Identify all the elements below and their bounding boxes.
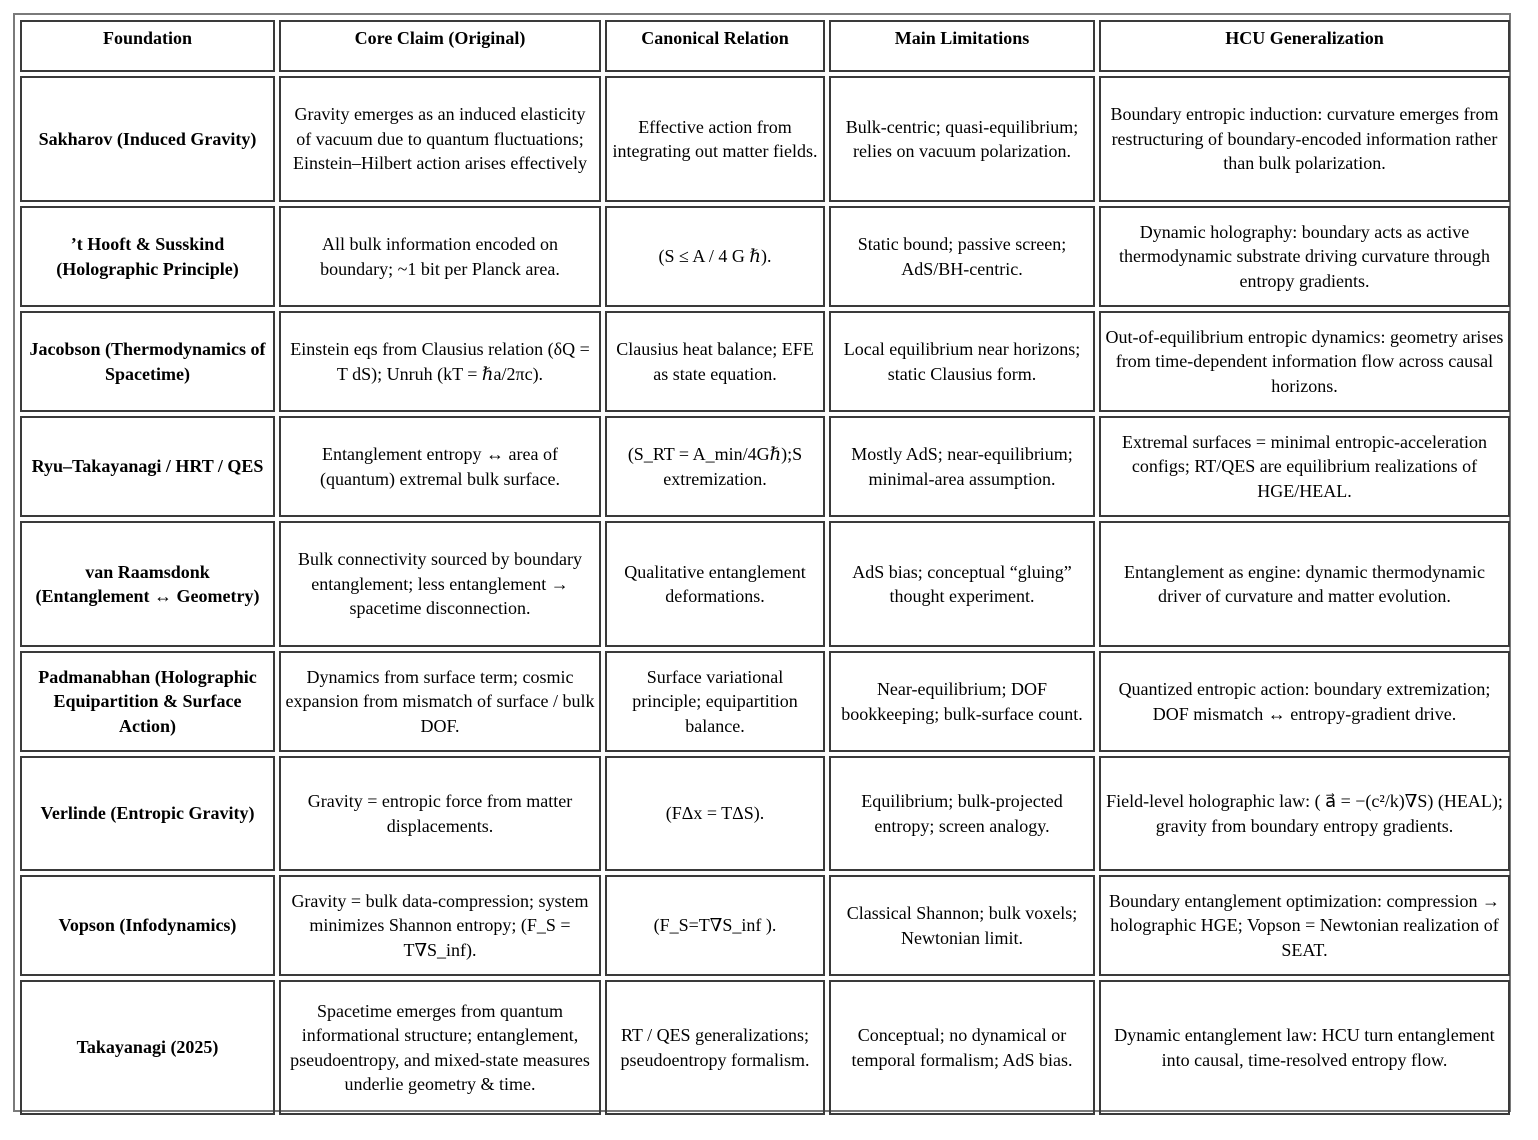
core-claim-cell: All bulk information encoded on boundary; ~1 bit per Planck area. [279, 206, 601, 307]
limitations-cell: Bulk-centric; quasi-equilibrium; relies on vacuum polarization. [829, 76, 1095, 202]
table-row [20, 416, 1510, 517]
foundations-comparison-table [16, 16, 1514, 1119]
hcu-generalization-cell: Extremal surfaces = minimal entropic-acceleration configs; RT/QES are equilibrium realizations of HGE/HEAL. [1099, 416, 1510, 517]
foundation-cell: ’t Hooft & Susskind (Holographic Principle) [20, 206, 275, 307]
core-claim-cell: Gravity = entropic force from matter displacements. [279, 756, 601, 871]
foundation-cell: Sakharov (Induced Gravity) [20, 76, 275, 202]
table-row [20, 756, 1510, 871]
foundation-cell: Takayanagi (2025) [20, 980, 275, 1115]
core-claim-cell: Spacetime emerges from quantum informational structure; entanglement, pseudoentropy, and mixed-state measures underlie geometry & time. [279, 980, 601, 1115]
table-row [20, 76, 1510, 202]
table-row [20, 311, 1510, 412]
table-row [20, 651, 1510, 752]
header-foundation: Foundation [20, 20, 275, 72]
canonical-relation-cell: (FΔx = TΔS). [605, 756, 825, 871]
canonical-relation-cell: RT / QES generalizations; pseudoentropy formalism. [605, 980, 825, 1115]
table-row [20, 980, 1510, 1115]
table-row [20, 521, 1510, 647]
hcu-generalization-cell: Dynamic entanglement law: HCU turn entanglement into causal, time-resolved entropy flow. [1099, 980, 1510, 1115]
foundation-cell: Vopson (Infodynamics) [20, 875, 275, 976]
hcu-generalization-cell: Boundary entanglement optimization: compression → holographic HGE; Vopson = Newtonian realization of SEAT. [1099, 875, 1510, 976]
foundation-cell: Jacobson (Thermodynamics of Spacetime) [20, 311, 275, 412]
foundation-cell: van Raamsdonk (Entanglement ↔ Geometry) [20, 521, 275, 647]
header-canonical-relation: Canonical Relation [605, 20, 825, 72]
canonical-relation-cell: (S ≤ A / 4 G ℏ). [605, 206, 825, 307]
canonical-relation-cell: Clausius heat balance; EFE as state equation. [605, 311, 825, 412]
header-hcu-generalization: HCU Generalization [1099, 20, 1510, 72]
limitations-cell: Local equilibrium near horizons; static Clausius form. [829, 311, 1095, 412]
limitations-cell: Equilibrium; bulk-projected entropy; screen analogy. [829, 756, 1095, 871]
core-claim-cell: Einstein eqs from Clausius relation (δQ = T dS); Unruh (kT = ℏa/2πc). [279, 311, 601, 412]
foundation-cell: Padmanabhan (Holographic Equipartition & Surface Action) [20, 651, 275, 752]
limitations-cell: Mostly AdS; near-equilibrium; minimal-area assumption. [829, 416, 1095, 517]
core-claim-cell: Dynamics from surface term; cosmic expansion from mismatch of surface / bulk DOF. [279, 651, 601, 752]
hcu-generalization-cell: Boundary entropic induction: curvature emerges from restructuring of boundary-encoded information rather than bulk polarization. [1099, 76, 1510, 202]
header-core-claim: Core Claim (Original) [279, 20, 601, 72]
canonical-relation-cell: Surface variational principle; equipartition balance. [605, 651, 825, 752]
table-row [20, 875, 1510, 976]
hcu-generalization-cell: Quantized entropic action: boundary extremization; DOF mismatch ↔ entropy-gradient drive. [1099, 651, 1510, 752]
limitations-cell: Classical Shannon; bulk voxels; Newtonian limit. [829, 875, 1095, 976]
limitations-cell: Static bound; passive screen; AdS/BH-centric. [829, 206, 1095, 307]
hcu-generalization-cell: Out-of-equilibrium entropic dynamics: geometry arises from time-dependent information flow across causal horizons. [1099, 311, 1510, 412]
limitations-cell: Conceptual; no dynamical or temporal formalism; AdS bias. [829, 980, 1095, 1115]
hcu-generalization-cell: Entanglement as engine: dynamic thermodynamic driver of curvature and matter evolution. [1099, 521, 1510, 647]
header-main-limitations: Main Limitations [829, 20, 1095, 72]
core-claim-cell: Gravity emerges as an induced elasticity of vacuum due to quantum fluctuations; Einstein–Hilbert action arises effectively [279, 76, 601, 202]
hcu-generalization-cell: Dynamic holography: boundary acts as active thermodynamic substrate driving curvature through entropy gradients. [1099, 206, 1510, 307]
canonical-relation-cell: Effective action from integrating out matter fields. [605, 76, 825, 202]
foundation-cell: Verlinde (Entropic Gravity) [20, 756, 275, 871]
header-row [20, 20, 1510, 72]
core-claim-cell: Gravity = bulk data-compression; system minimizes Shannon entropy; (F_S = T∇S_inf). [279, 875, 601, 976]
core-claim-cell: Entanglement entropy ↔ area of (quantum) extremal bulk surface. [279, 416, 601, 517]
limitations-cell: Near-equilibrium; DOF bookkeeping; bulk-surface count. [829, 651, 1095, 752]
limitations-cell: AdS bias; conceptual “gluing” thought experiment. [829, 521, 1095, 647]
canonical-relation-cell: (F_S=T∇S_inf ). [605, 875, 825, 976]
canonical-relation-cell: Qualitative entanglement deformations. [605, 521, 825, 647]
foundation-cell: Ryu–Takayanagi / HRT / QES [20, 416, 275, 517]
table-row [20, 206, 1510, 307]
core-claim-cell: Bulk connectivity sourced by boundary entanglement; less entanglement → spacetime disconnection. [279, 521, 601, 647]
hcu-generalization-cell: Field-level holographic law: ( a⃗ = −(c²/k)∇S) (HEAL); gravity from boundary entropy gradients. [1099, 756, 1510, 871]
canonical-relation-cell: (S_RT = A_min/4Gℏ);S extremization. [605, 416, 825, 517]
